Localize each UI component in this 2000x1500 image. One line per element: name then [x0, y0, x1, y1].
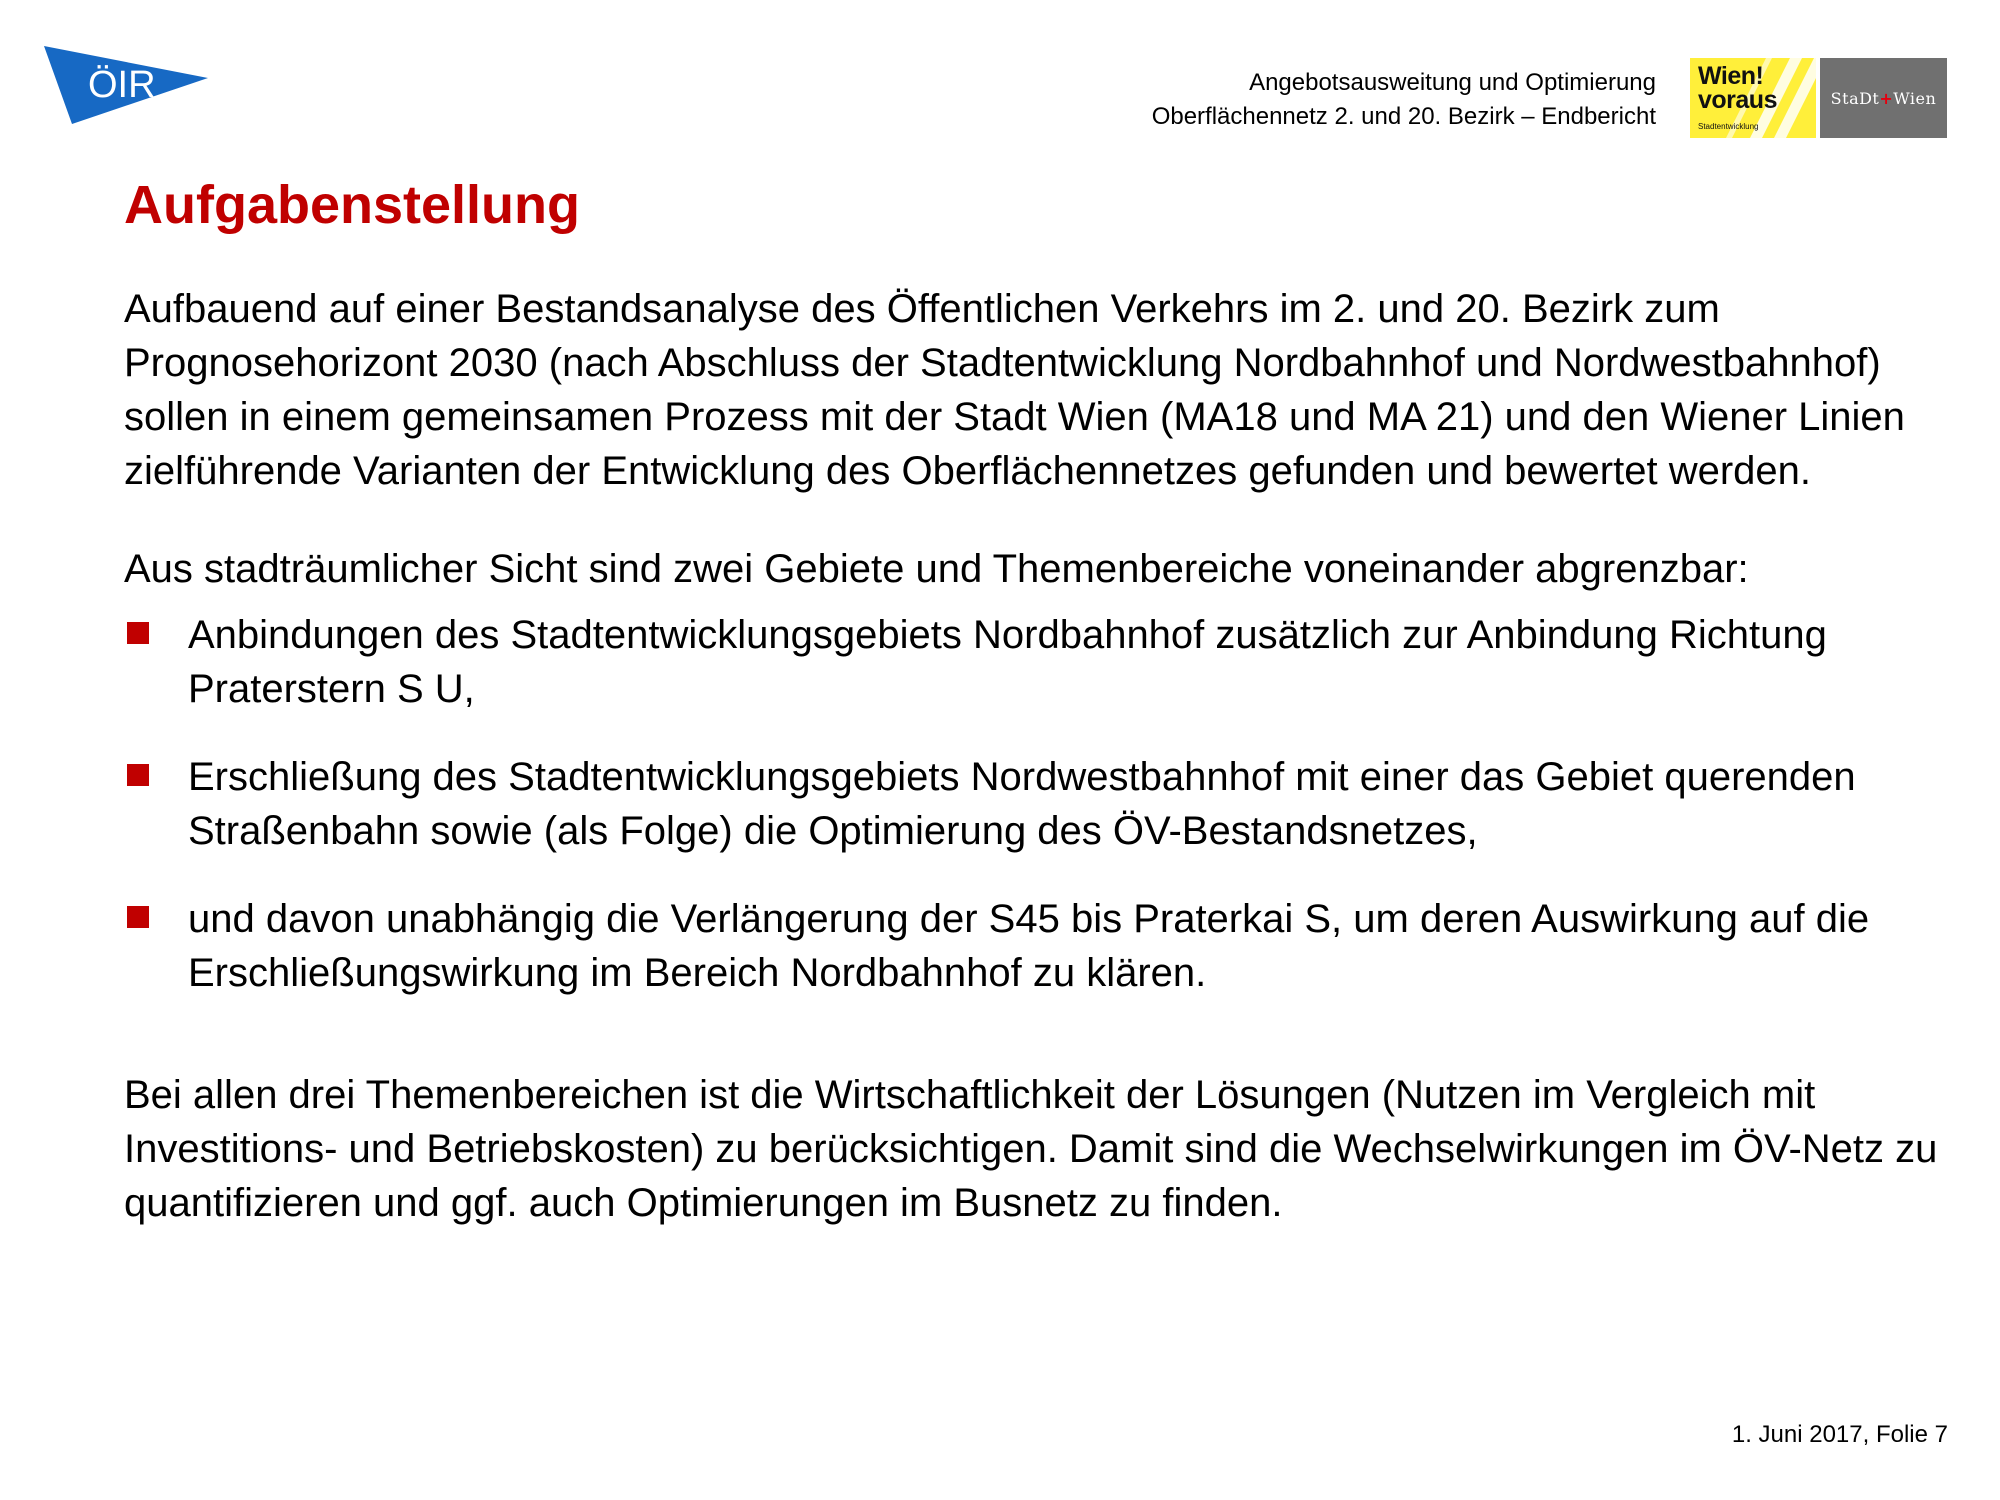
wien-voraus-logo [1690, 58, 1816, 138]
bullet-item [124, 892, 1954, 1000]
oir-logo [44, 40, 208, 124]
wien-voraus-logo-text: Wien! voraus [1698, 62, 1777, 114]
bullet-item [124, 750, 1954, 858]
header-line-1: Angebotsausweitung und Optimierung [1249, 69, 1656, 96]
stadt-wien-flag-icon: + [1879, 88, 1894, 108]
slide-footer: 1. Juni 2017, Folie 7 [1731, 1421, 1948, 1448]
stadt-wien-logo [1820, 58, 1947, 138]
stadt-wien-logo-text: StaDt [1830, 88, 1880, 108]
stadt-wien-logo-text-2: Wien [1893, 88, 1937, 108]
slide-title: Aufgabenstellung [124, 175, 580, 235]
header-line-2: Oberflächennetz 2. und 20. Bezirk – Endbericht [1151, 103, 1656, 130]
areas-lead-paragraph: Aus stadträumlicher Sicht sind zwei Gebiete und Themenbereiche voneinander abgrenzbar: [124, 547, 1749, 591]
bullet-list [124, 608, 1954, 1000]
oir-logo-text: ÖIR [88, 64, 156, 106]
bullet-text: Erschließung des Stadtentwicklungsgebiets Nordwestbahnhof mit einer das Gebiet querenden Straßenbahn sowie (als Folge) die Optimierung des ÖV-Bestandsnetzes, [188, 755, 1856, 853]
document-header [1152, 66, 1656, 134]
slide-body [124, 282, 1954, 1230]
wien-voraus-logo-subtext: Stadtentwicklung [1698, 122, 1759, 131]
bullet-text: Anbindungen des Stadtentwicklungsgebiets Nordbahnhof zusätzlich zur Anbindung Richtung Praterstern S U, [188, 613, 1827, 711]
bullet-item [124, 608, 1954, 716]
intro-paragraph: Aufbauend auf einer Bestandsanalyse des Öffentlichen Verkehrs im 2. und 20. Bezirk zum Prognosehorizont 2030 (nach Abschluss der Stadtentwicklung Nordbahnhof und Nordwestbahnhof) sollen in einem gemeinsamen Prozess mit der Stadt Wien (MA18 und MA 21) und den Wiener Linien zielführende Varianten der Entwicklung des Oberflächennetzes gefunden und bewertet werden. [124, 287, 1905, 493]
square-bullet-icon [127, 622, 149, 644]
bullet-text: und davon unabhängig die Verlängerung der S45 bis Praterkai S, um deren Auswirkung auf die Erschließungswirkung im Bereich Nordbahnhof zu klären. [188, 897, 1870, 995]
closing-paragraph: Bei allen drei Themenbereichen ist die Wirtschaftlichkeit der Lösungen (Nutzen im Vergleich mit Investitions- und Betriebskosten) zu berücksichtigen. Damit sind die Wechselwirkungen im ÖV-Netz zu quantifizieren und ggf. auch Optimierungen im Busnetz zu finden. [124, 1073, 1938, 1225]
square-bullet-icon [127, 906, 149, 928]
square-bullet-icon [127, 764, 149, 786]
